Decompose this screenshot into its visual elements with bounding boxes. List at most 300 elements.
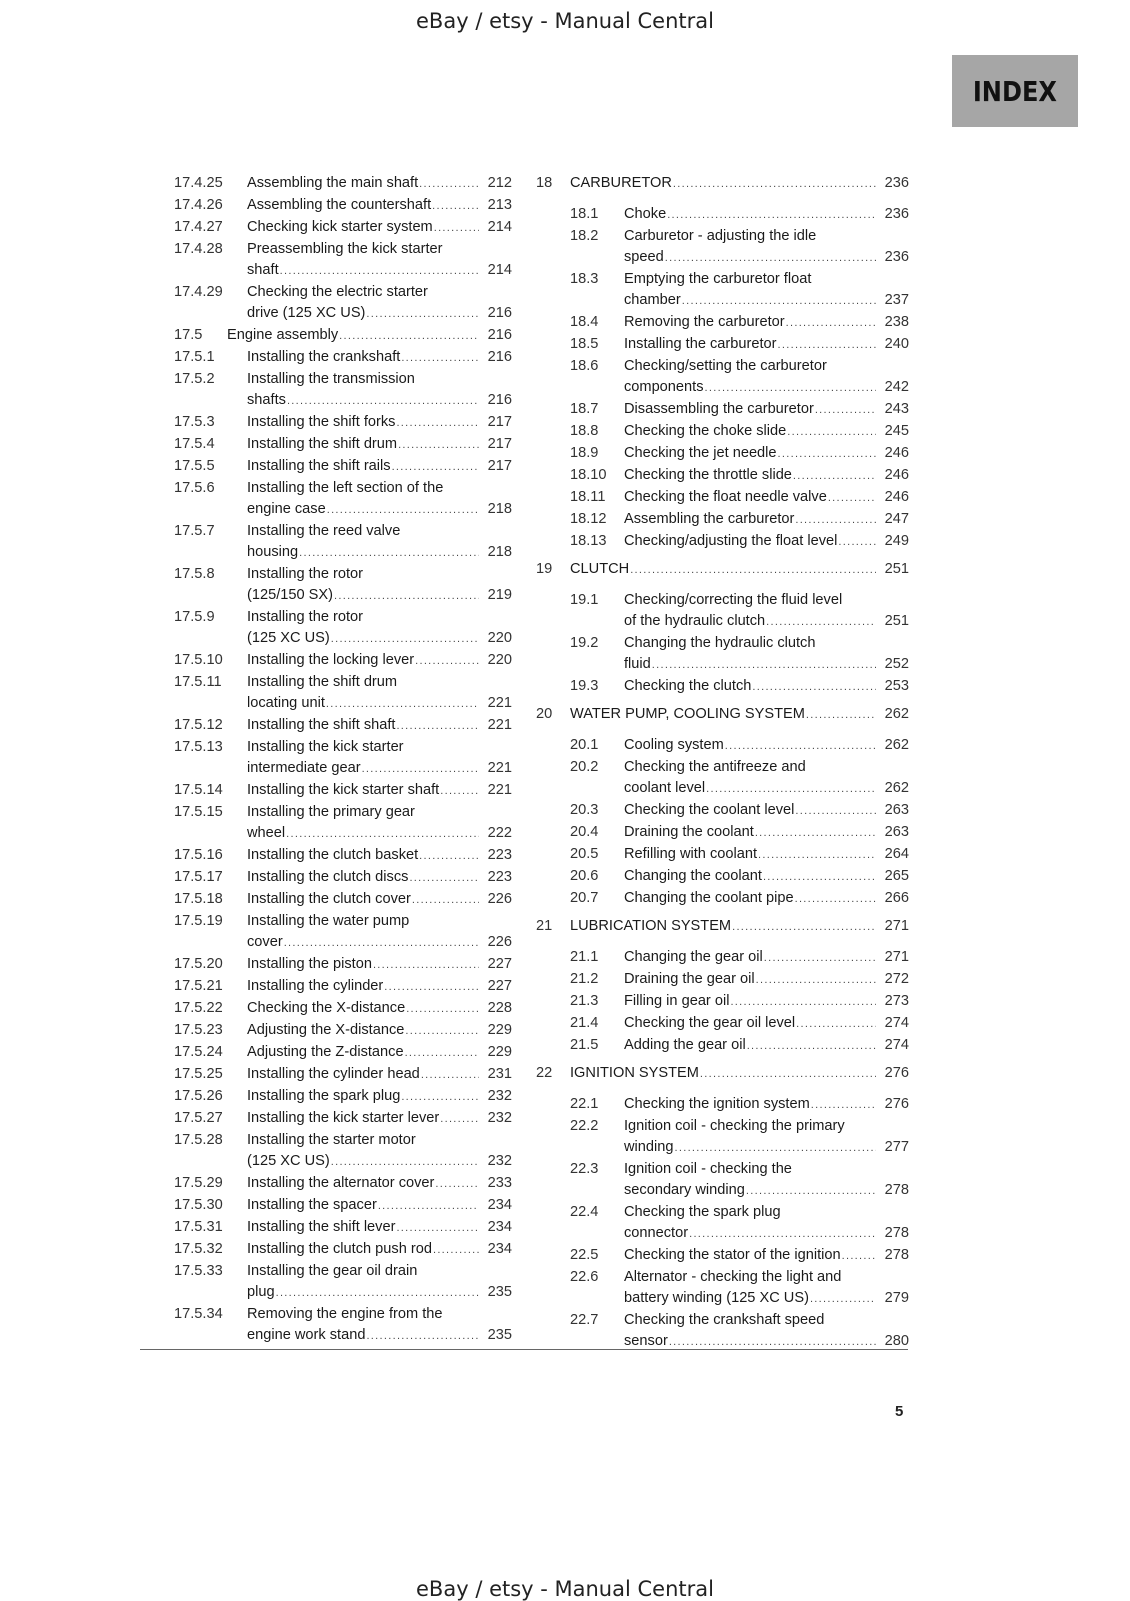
toc-entry-title: plug — [247, 1284, 275, 1300]
toc-entry-page[interactable]: 234 — [487, 1241, 512, 1257]
toc-entry-page[interactable]: 263 — [884, 824, 909, 840]
dot-leader — [440, 781, 479, 802]
toc-chapter-page[interactable]: 251 — [884, 561, 909, 577]
toc-entry-page[interactable]: 245 — [884, 423, 909, 439]
toc-entry-title: Refilling with coolant — [624, 846, 758, 862]
toc-entry[interactable] — [570, 590, 909, 633]
toc-entry[interactable] — [174, 867, 512, 889]
dot-leader — [766, 612, 876, 633]
toc-entry-page[interactable]: 232 — [487, 1110, 512, 1126]
toc-entry[interactable] — [174, 1195, 512, 1217]
toc-entry-title: Checking the spark plug — [624, 1204, 781, 1220]
toc-entry-page[interactable]: 229 — [487, 1044, 512, 1060]
toc-entry[interactable] — [174, 1173, 512, 1195]
toc-entry-number: 17.4.27 — [174, 219, 223, 235]
toc-entry-leader-line — [247, 1020, 512, 1042]
toc-entry-page[interactable]: 238 — [884, 314, 909, 330]
toc-entry-title: Checking the X-distance — [247, 1000, 406, 1016]
toc-entry-body — [247, 672, 512, 715]
dot-leader — [838, 532, 876, 553]
toc-entry-leader-line — [247, 867, 512, 889]
dot-leader — [778, 335, 876, 356]
toc-entry-body — [247, 239, 512, 282]
toc-entry[interactable] — [570, 443, 909, 465]
dot-leader — [432, 196, 479, 217]
toc-entry-page[interactable]: 262 — [884, 780, 909, 796]
toc-entry[interactable] — [174, 845, 512, 867]
toc-entry-page[interactable]: 218 — [487, 501, 512, 517]
toc-entry[interactable] — [174, 325, 512, 347]
dot-leader — [362, 759, 479, 780]
toc-entry-number: 22.3 — [570, 1161, 599, 1177]
toc-entry[interactable] — [174, 1304, 512, 1347]
toc-entry-page[interactable]: 226 — [487, 891, 512, 907]
dot-leader — [682, 291, 876, 312]
toc-entry[interactable] — [174, 780, 512, 802]
toc-entry[interactable] — [570, 800, 909, 822]
toc-entry-body — [247, 607, 512, 650]
toc-entry-number: 20.1 — [570, 737, 599, 753]
dot-leader — [810, 1289, 876, 1310]
toc-entry-title: battery winding (125 XC US) — [624, 1290, 809, 1306]
toc-entry-page[interactable]: 214 — [487, 262, 512, 278]
toc-entry-number: 18.2 — [570, 228, 599, 244]
toc-entry-body — [247, 802, 512, 845]
toc-entry-title: Installing the locking lever — [247, 652, 415, 668]
dot-leader — [815, 400, 876, 421]
toc-chapter-body — [570, 704, 909, 726]
toc-entry-number: 18.11 — [570, 489, 606, 505]
toc-entry[interactable] — [570, 1094, 909, 1116]
toc-entry-title: Checking the throttle slide — [624, 467, 792, 483]
toc-entry[interactable] — [174, 347, 512, 369]
toc-entry-title-line — [624, 1159, 909, 1180]
toc-entry-page[interactable]: 237 — [884, 292, 909, 308]
toc-entry[interactable] — [570, 421, 909, 443]
toc-entry-number: 17.5.26 — [174, 1088, 223, 1104]
toc-entry-page[interactable]: 219 — [487, 587, 512, 603]
toc-entry[interactable] — [570, 1035, 909, 1057]
toc-entry-page[interactable]: 226 — [487, 934, 512, 950]
toc-entry[interactable] — [174, 456, 512, 478]
toc-entry-title: drive (125 XC US) — [247, 305, 366, 321]
toc-entry-page[interactable]: 221 — [487, 717, 512, 733]
toc-entry-leader-line — [624, 421, 909, 443]
toc-entry-page[interactable]: 217 — [487, 458, 512, 474]
toc-entry-number: 17.5.5 — [174, 458, 215, 474]
toc-entry-page[interactable]: 278 — [884, 1225, 909, 1241]
toc-entry[interactable] — [570, 844, 909, 866]
dot-leader — [811, 1095, 876, 1116]
toc-entry-number: 18.7 — [570, 401, 599, 417]
toc-entry-page[interactable]: 235 — [487, 1284, 512, 1300]
toc-entry-page[interactable]: 212 — [487, 175, 512, 191]
toc-entry-page[interactable]: 218 — [487, 544, 512, 560]
toc-entry-page[interactable]: 276 — [884, 1096, 909, 1112]
toc-entry[interactable] — [174, 672, 512, 715]
toc-entry[interactable] — [570, 399, 909, 421]
toc-entry-number: 22.2 — [570, 1118, 599, 1134]
toc-entry-title: Changing the hydraulic clutch — [624, 635, 816, 651]
toc-entry-title-line — [247, 239, 512, 260]
toc-entry-page[interactable]: 228 — [487, 1000, 512, 1016]
toc-entry[interactable] — [174, 173, 512, 195]
toc-entry[interactable] — [174, 802, 512, 845]
toc-entry-body — [247, 976, 512, 998]
toc-entry-number: 21.1 — [570, 949, 599, 965]
toc-entry-leader-line — [247, 1042, 512, 1064]
toc-chapter-page[interactable]: 271 — [884, 918, 909, 934]
toc-entry-number: 21.2 — [570, 971, 599, 987]
toc-entry-page[interactable]: 274 — [884, 1015, 909, 1031]
toc-entry[interactable] — [174, 1086, 512, 1108]
toc-entry-page[interactable]: 253 — [884, 678, 909, 694]
toc-entry[interactable] — [174, 478, 512, 521]
toc-entry-page[interactable]: 246 — [884, 467, 909, 483]
toc-entry-number: 22.6 — [570, 1269, 599, 1285]
toc-entry[interactable] — [174, 1108, 512, 1130]
toc-entry-title-line — [247, 1130, 512, 1151]
toc-entry[interactable] — [570, 888, 909, 910]
toc-entry[interactable] — [570, 531, 909, 553]
toc-entry-body — [624, 590, 909, 633]
toc-entry-body — [247, 780, 512, 802]
toc-entry[interactable] — [174, 998, 512, 1020]
toc-entry[interactable] — [570, 1159, 909, 1202]
toc-entry-leader-line — [624, 778, 909, 800]
toc-entry-page[interactable]: 236 — [884, 249, 909, 265]
toc-entry[interactable] — [174, 564, 512, 607]
toc-entry-page[interactable]: 217 — [487, 414, 512, 430]
toc-entry[interactable] — [570, 509, 909, 531]
toc-entry[interactable] — [174, 911, 512, 954]
toc-entry[interactable] — [174, 1020, 512, 1042]
toc-entry-body — [247, 889, 512, 911]
toc-chapter[interactable] — [536, 1063, 909, 1085]
toc-entry-page[interactable]: 266 — [884, 890, 909, 906]
toc-entry[interactable] — [570, 676, 909, 698]
toc-entry-leader-line — [624, 969, 909, 991]
toc-entry[interactable] — [174, 1130, 512, 1173]
dot-leader — [764, 948, 876, 969]
toc-entry-page[interactable]: 220 — [487, 630, 512, 646]
toc-entry-page[interactable]: 227 — [487, 956, 512, 972]
dot-leader — [747, 1036, 876, 1057]
toc-entry[interactable] — [174, 369, 512, 412]
toc-entry-title: Checking the gear oil level — [624, 1015, 796, 1031]
toc-entry[interactable] — [174, 976, 512, 998]
toc-entry-page[interactable]: 236 — [884, 206, 909, 222]
toc-entry-page[interactable]: 229 — [487, 1022, 512, 1038]
toc-entry-body — [247, 1108, 512, 1130]
toc-entry-page[interactable]: 246 — [884, 489, 909, 505]
toc-entry-body — [624, 269, 909, 312]
toc-entry-page[interactable]: 240 — [884, 336, 909, 352]
toc-entry-leader-line — [247, 1282, 512, 1304]
toc-entry-page[interactable]: 243 — [884, 401, 909, 417]
dot-leader — [280, 261, 479, 282]
toc-entry-number: 20.3 — [570, 802, 599, 818]
toc-chapter-page[interactable]: 276 — [884, 1065, 909, 1081]
toc-entry-page[interactable]: 233 — [487, 1175, 512, 1191]
toc-entry-title: Engine assembly — [227, 327, 339, 343]
toc-entry-leader-line — [247, 932, 512, 954]
toc-entry-leader-line — [624, 290, 909, 312]
toc-entry-page[interactable]: 247 — [884, 511, 909, 527]
toc-entry-body — [247, 954, 512, 976]
toc-entry-page[interactable]: 232 — [487, 1153, 512, 1169]
dot-leader — [409, 868, 479, 889]
toc-entry-page[interactable]: 232 — [487, 1088, 512, 1104]
toc-entry[interactable] — [174, 1042, 512, 1064]
toc-entry-page[interactable]: 273 — [884, 993, 909, 1009]
toc-entry[interactable] — [174, 434, 512, 456]
toc-chapter-line — [570, 704, 909, 726]
toc-entry-body — [624, 312, 909, 334]
toc-entry[interactable] — [174, 521, 512, 564]
toc-entry-page[interactable]: 223 — [487, 847, 512, 863]
toc-entry-page[interactable]: 278 — [884, 1247, 909, 1263]
toc-entry-leader-line — [247, 1195, 512, 1217]
toc-entry-number: 17.5.4 — [174, 436, 215, 452]
toc-entry[interactable] — [174, 1261, 512, 1304]
toc-entry-page[interactable]: 262 — [884, 737, 909, 753]
dot-leader — [763, 867, 876, 888]
toc-chapter[interactable] — [536, 559, 909, 581]
toc-entry-page[interactable]: 242 — [884, 379, 909, 395]
toc-entry[interactable] — [570, 1245, 909, 1267]
toc-entry-body — [247, 650, 512, 672]
toc-entry-body — [624, 888, 909, 910]
toc-entry-number: 17.5.11 — [174, 674, 222, 690]
toc-entry-body — [624, 991, 909, 1013]
toc-entry-title: Draining the coolant — [624, 824, 754, 840]
toc-entry-title: Installing the shift lever — [247, 1219, 396, 1235]
toc-entry[interactable] — [570, 465, 909, 487]
toc-entry-page[interactable]: 263 — [884, 802, 909, 818]
toc-entry-page[interactable]: 235 — [487, 1327, 512, 1343]
toc-entry-number: 20.7 — [570, 890, 599, 906]
toc-entry-title: Checking the float needle valve — [624, 489, 827, 505]
dot-leader — [415, 651, 479, 672]
toc-entry-page[interactable]: 216 — [487, 305, 512, 321]
toc-entry-page[interactable]: 234 — [487, 1219, 512, 1235]
toc-entry[interactable] — [570, 947, 909, 969]
toc-entry-title: (125 XC US) — [247, 630, 330, 646]
toc-entry[interactable] — [570, 991, 909, 1013]
toc-entry-title: Installing the carburetor — [624, 336, 777, 352]
dot-leader — [287, 391, 479, 412]
toc-entry-body — [247, 1304, 512, 1347]
toc-entry-leader-line — [247, 1086, 512, 1108]
toc-entry-leader-line — [247, 628, 512, 650]
toc-entry-page[interactable]: 279 — [884, 1290, 909, 1306]
toc-right-column — [536, 173, 909, 1353]
toc-entry-page[interactable]: 223 — [487, 869, 512, 885]
toc-entry-page[interactable]: 265 — [884, 868, 909, 884]
toc-entry-title: Installing the shift rails — [247, 458, 391, 474]
toc-entry-title: housing — [247, 544, 299, 560]
toc-entry-leader-line — [624, 800, 909, 822]
toc-entry-page[interactable]: 217 — [487, 436, 512, 452]
toc-entry[interactable] — [174, 282, 512, 325]
toc-entry-page[interactable]: 274 — [884, 1037, 909, 1053]
toc-entry-page[interactable]: 280 — [884, 1333, 909, 1349]
toc-entry[interactable] — [174, 737, 512, 780]
toc-entry[interactable] — [570, 269, 909, 312]
toc-entry-leader-line — [247, 1173, 512, 1195]
toc-entry-leader-line — [247, 1151, 512, 1173]
toc-entry[interactable] — [570, 822, 909, 844]
toc-entry-page[interactable]: 216 — [487, 349, 512, 365]
toc-entry-title: Checking/correcting the fluid level — [624, 592, 843, 608]
toc-entry[interactable] — [570, 334, 909, 356]
toc-entry[interactable] — [570, 312, 909, 334]
toc-entry-title: Alternator - checking the light and — [624, 1269, 842, 1285]
toc-entry-body — [247, 412, 512, 434]
toc-entry-title: Checking/setting the carburetor — [624, 358, 827, 374]
toc-entry[interactable] — [570, 1202, 909, 1245]
toc-entry-body — [247, 1261, 512, 1304]
toc-entry[interactable] — [570, 1267, 909, 1310]
dot-leader — [276, 1283, 479, 1304]
toc-entry-title: coolant level — [624, 780, 706, 796]
toc-entry[interactable] — [570, 1013, 909, 1035]
toc-entry-leader-line — [624, 1180, 909, 1202]
toc-entry[interactable] — [570, 633, 909, 676]
toc-entry[interactable] — [174, 954, 512, 976]
toc-entry-page[interactable]: 213 — [487, 197, 512, 213]
toc-entry-page[interactable]: 234 — [487, 1197, 512, 1213]
toc-entry-number: 17.5.13 — [174, 739, 223, 755]
toc-entry-page[interactable]: 216 — [487, 392, 512, 408]
toc-entry[interactable] — [570, 757, 909, 800]
toc-entry-page[interactable]: 221 — [487, 695, 512, 711]
toc-entry-title-line — [247, 672, 512, 693]
toc-entry-number: 19.2 — [570, 635, 599, 651]
toc-entry-page[interactable]: 231 — [487, 1066, 512, 1082]
toc-entry[interactable] — [570, 1116, 909, 1159]
toc-entry-page[interactable]: 246 — [884, 445, 909, 461]
toc-entry-page[interactable]: 214 — [487, 219, 512, 235]
toc-entry-leader-line — [624, 509, 909, 531]
toc-chapter-entries — [536, 735, 909, 910]
toc-entry[interactable] — [570, 204, 909, 226]
toc-entry-title: Carburetor - adjusting the idle — [624, 228, 817, 244]
toc-entry[interactable] — [570, 1310, 909, 1353]
toc-entry-page[interactable]: 252 — [884, 656, 909, 672]
toc-entry[interactable] — [570, 226, 909, 269]
toc-entry[interactable] — [570, 969, 909, 991]
dot-leader — [675, 1138, 877, 1159]
toc-chapter[interactable] — [536, 916, 909, 938]
toc-chapter-entries — [536, 204, 909, 553]
toc-entry[interactable] — [174, 1217, 512, 1239]
toc-entry-number: 18.5 — [570, 336, 599, 352]
toc-entry-number: 20.2 — [570, 759, 599, 775]
toc-entry-page[interactable]: 227 — [487, 978, 512, 994]
toc-entry-title: intermediate gear — [247, 760, 361, 776]
toc-entry[interactable] — [174, 217, 512, 239]
toc-entry-number: 22.5 — [570, 1247, 599, 1263]
toc-entry[interactable] — [570, 356, 909, 399]
toc-entry[interactable] — [174, 889, 512, 911]
toc-chapter-page[interactable]: 236 — [884, 175, 909, 191]
toc-entry-title-line — [624, 1310, 909, 1331]
toc-entry-leader-line — [247, 1239, 512, 1261]
toc-chapter[interactable] — [536, 704, 909, 726]
toc-entry-page[interactable]: 220 — [487, 652, 512, 668]
toc-entry-page[interactable]: 277 — [884, 1139, 909, 1155]
toc-entry-body — [247, 1130, 512, 1173]
toc-entry-page[interactable]: 221 — [487, 782, 512, 798]
toc-entry-number: 17.5.28 — [174, 1132, 223, 1148]
toc-chapter-line — [570, 1063, 909, 1085]
toc-entry-leader-line — [247, 499, 512, 521]
toc-entry-page[interactable]: 278 — [884, 1182, 909, 1198]
toc-entry[interactable] — [174, 195, 512, 217]
toc-entry[interactable] — [174, 607, 512, 650]
toc-entry-title: Installing the cylinder head — [247, 1066, 420, 1082]
dot-leader — [630, 560, 876, 581]
toc-entry[interactable] — [570, 735, 909, 757]
toc-entry-body — [624, 757, 909, 800]
toc-entry-leader-line — [624, 822, 909, 844]
toc-entry-leader-line — [247, 780, 512, 802]
toc-entry-body — [624, 421, 909, 443]
toc-entry-number: 17.5.23 — [174, 1022, 223, 1038]
toc-entry[interactable] — [174, 239, 512, 282]
toc-entry-page[interactable]: 222 — [487, 825, 512, 841]
toc-entry-number: 17.5.17 — [174, 869, 223, 885]
toc-chapter-page[interactable]: 262 — [884, 706, 909, 722]
toc-entry-number: 17.5.19 — [174, 913, 223, 929]
toc-entry-page[interactable]: 221 — [487, 760, 512, 776]
toc-entry-leader-line — [624, 204, 909, 226]
toc-entry-page[interactable]: 249 — [884, 533, 909, 549]
toc-entry-page[interactable]: 216 — [487, 327, 512, 343]
toc-entry-number: 17.5.1 — [174, 349, 215, 365]
toc-entry-leader-line — [624, 1223, 909, 1245]
toc-entry-body — [624, 676, 909, 698]
toc-entry-number: 17.5 — [174, 327, 203, 343]
toc-entry-body — [247, 195, 512, 217]
toc-entry-body — [624, 844, 909, 866]
toc-entry[interactable] — [570, 487, 909, 509]
toc-entry-title: Installing the clutch discs — [247, 869, 409, 885]
toc-entry[interactable] — [174, 412, 512, 434]
toc-entry-number: 17.5.18 — [174, 891, 223, 907]
toc-entry[interactable] — [174, 1064, 512, 1086]
toc-entry[interactable] — [174, 1239, 512, 1261]
toc-entry-body — [247, 282, 512, 325]
toc-entry-leader-line — [247, 217, 512, 239]
toc-entry-page[interactable]: 251 — [884, 613, 909, 629]
toc-entry-title: Assembling the main shaft — [247, 175, 419, 191]
toc-entry[interactable] — [174, 650, 512, 672]
toc-entry-page[interactable]: 271 — [884, 949, 909, 965]
toc-entry-title-line — [247, 607, 512, 628]
dot-leader — [828, 488, 876, 509]
toc-entry-body — [247, 456, 512, 478]
toc-entry-body — [624, 334, 909, 356]
toc-chapter-entries — [536, 1094, 909, 1353]
toc-entry[interactable] — [174, 715, 512, 737]
toc-entry-page[interactable]: 272 — [884, 971, 909, 987]
toc-entry[interactable] — [570, 866, 909, 888]
toc-entry-page[interactable]: 264 — [884, 846, 909, 862]
toc-chapter[interactable] — [536, 173, 909, 195]
